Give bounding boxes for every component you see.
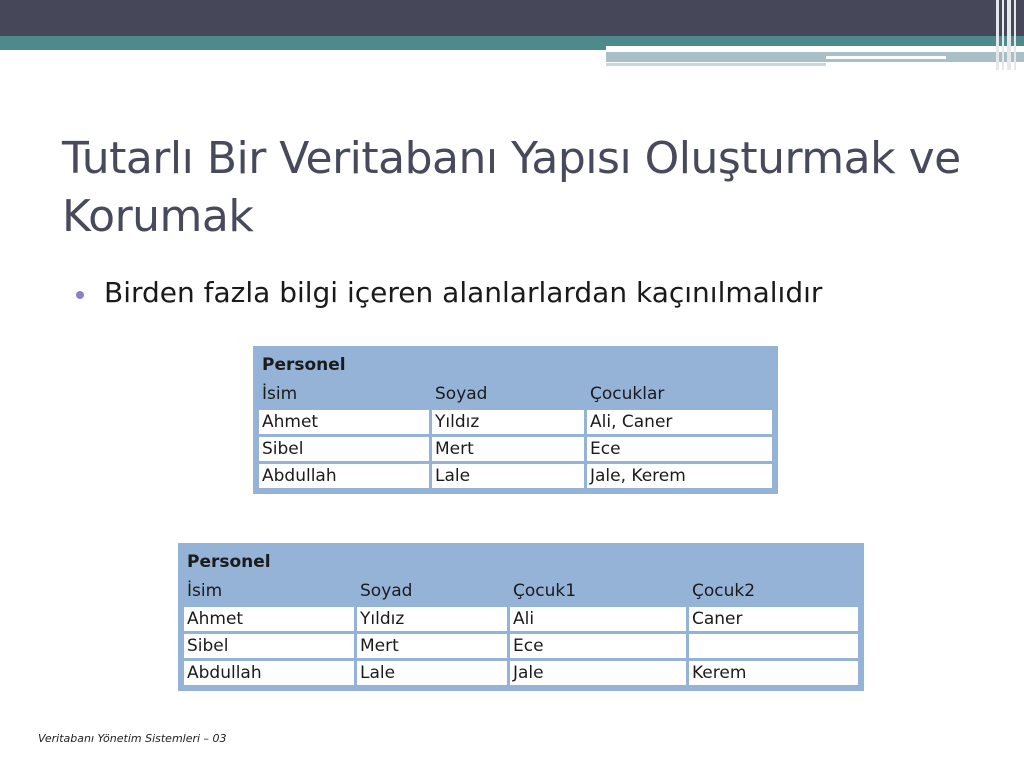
table-row (184, 607, 858, 631)
table-cell: Abdullah (259, 464, 429, 488)
teal-accent-strip (0, 46, 606, 50)
table-row (184, 661, 858, 685)
column-header: İsim (187, 581, 223, 601)
top-header-bar (0, 0, 1024, 36)
decorative-stripe-thin (606, 63, 826, 66)
column-header: İsim (262, 384, 298, 404)
table-caption: Personel (187, 552, 271, 572)
table-cell: Lale (432, 464, 584, 488)
column-header: Soyad (360, 581, 413, 601)
table-cell: Mert (432, 437, 584, 461)
table-cell: Ahmet (259, 410, 429, 434)
table-cell: Kerem (689, 661, 858, 685)
table-row (259, 437, 772, 461)
slide-title: Tutarlı Bir Veritabanı Yapısı Oluşturmak ve Korumak (62, 133, 961, 242)
decorative-vertical-lines (992, 0, 1024, 70)
table-cell: Jale, Kerem (587, 464, 772, 488)
table-cell: Yıldız (432, 410, 584, 434)
table-cell: Sibel (259, 437, 429, 461)
column-header: Çocuk1 (513, 581, 577, 601)
table-cell: Ahmet (184, 607, 354, 631)
personel-table-combined (253, 346, 778, 494)
column-header: Çocuklar (590, 384, 665, 404)
table-cell (689, 634, 858, 658)
table-cell: Jale (510, 661, 686, 685)
table-cell: Ece (587, 437, 772, 461)
table-cell: Ece (510, 634, 686, 658)
bullet-text: Birden fazla bilgi içeren alanlarlardan kaçınılmalıdır (104, 276, 823, 309)
table-cell: Ali, Caner (587, 410, 772, 434)
decorative-stripe (606, 52, 1024, 62)
decorative-stripe-white (826, 56, 946, 59)
table-cell: Lale (357, 661, 507, 685)
table-row (259, 410, 772, 434)
column-header: Çocuk2 (692, 581, 756, 601)
table-cell: Yıldız (357, 607, 507, 631)
table-cell: Ali (510, 607, 686, 631)
table-cell: Sibel (184, 634, 354, 658)
slide-footer: Veritabanı Yönetim Sistemleri – 03 (38, 732, 227, 745)
table-caption: Personel (262, 355, 346, 375)
column-header: Soyad (435, 384, 488, 404)
bullet-dot-icon (76, 291, 84, 299)
personel-table-split (178, 543, 864, 691)
teal-accent-band (0, 36, 1024, 46)
table-cell: Abdullah (184, 661, 354, 685)
table-row (259, 464, 772, 488)
table-cell: Caner (689, 607, 858, 631)
table-row (184, 634, 858, 658)
table-cell: Mert (357, 634, 507, 658)
